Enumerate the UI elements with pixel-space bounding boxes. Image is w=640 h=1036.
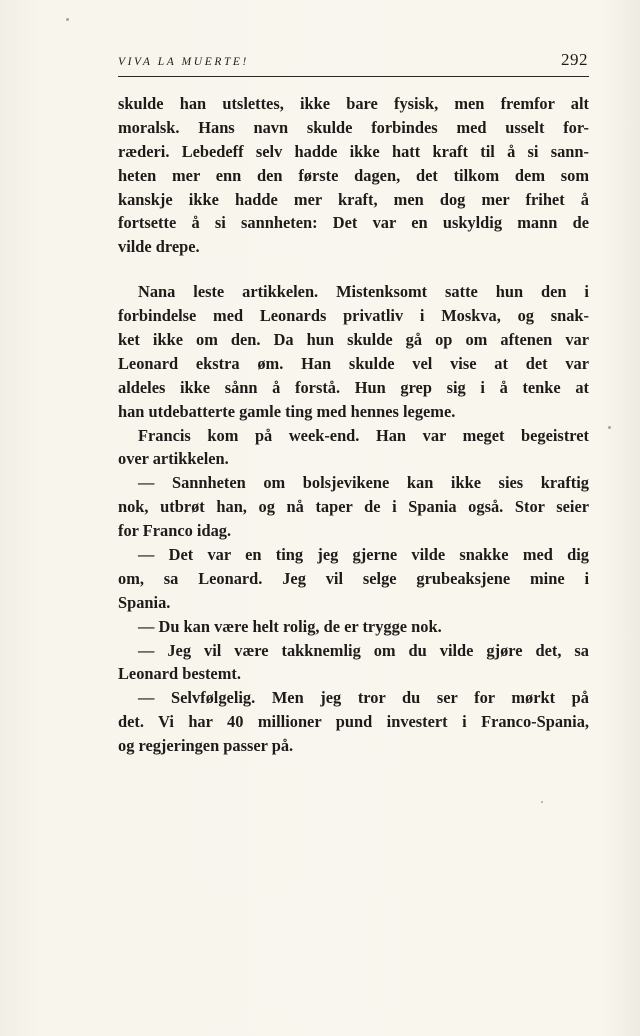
text-line: — Sannheten om bolsjevikene kan ikke sies kraftig: [138, 473, 589, 493]
paragraph: [118, 471, 589, 543]
paragraph-gap: [118, 259, 589, 280]
running-head: [118, 50, 588, 76]
text-line: Francis kom på week-end. Han var meget begeistret: [138, 425, 589, 445]
body-text: [118, 92, 589, 758]
paragraph: [118, 543, 589, 615]
text-line: — Jeg vil være takknemlig om du vilde gjøre det, sa: [138, 640, 589, 660]
text-line: fortsette å si sannheten: Det var en uskyldig mann de: [118, 213, 589, 233]
text-line: vilde drepe.: [118, 237, 200, 257]
paragraph: [118, 280, 589, 423]
text-line: forbindelse med Leonards privatliv i Moskva, og snak-: [118, 306, 589, 326]
paper-speck: [541, 801, 543, 803]
text-line: — Du kan være helt rolig, de er trygge nok.: [138, 616, 442, 636]
text-line: kanskje ikke hadde mer kraft, men dog mer frihet å: [118, 189, 589, 209]
text-line: Leonard bestemt.: [118, 664, 241, 684]
text-line: heten mer enn den første dagen, det tilkom dem som: [118, 165, 589, 185]
text-line: og regjeringen passer på.: [118, 736, 294, 756]
running-title: VIVA LA MUERTE!: [118, 56, 249, 68]
text-line: det. Vi har 40 millioner pund investert i Franco-Spania,: [118, 712, 589, 732]
paragraph: [118, 615, 589, 639]
text-line: ræderi. Lebedeff selv hadde ikke hatt kraft til å si sann-: [118, 141, 589, 161]
text-line: Leonard ekstra øm. Han skulde vel vise at det var: [118, 353, 589, 373]
text-line: — Selvfølgelig. Men jeg tror du ser for mørkt på: [138, 688, 589, 708]
paragraph: [118, 424, 589, 472]
text-line: over artikkelen.: [118, 449, 229, 469]
text-line: for Franco idag.: [118, 521, 232, 541]
paper-speck: [608, 426, 611, 429]
text-line: om, sa Leonard. Jeg vil selge grubeaksjene mine i: [118, 568, 589, 588]
text-line: ket ikke om den. Da hun skulde gå op om aftenen var: [118, 330, 589, 350]
paragraph: [118, 92, 589, 259]
paragraph: [118, 686, 589, 758]
paper-speck: [66, 18, 69, 21]
text-line: — Det var en ting jeg gjerne vilde snakke med dig: [138, 545, 589, 565]
text-line: skulde han utslettes, ikke bare fysisk, men fremfor alt: [118, 94, 589, 113]
header-rule: [118, 76, 589, 77]
text-line: Spania.: [118, 592, 171, 612]
text-line: Nana leste artikkelen. Mistenksomt satte hun den i: [138, 282, 589, 302]
page-number: 292: [561, 50, 588, 69]
text-line: nok, utbrøt han, og nå taper de i Spania også. Stor seier: [118, 497, 589, 517]
paragraph: [118, 639, 589, 687]
text-line: aldeles ikke sånn å forstå. Hun grep sig i å tenke at: [118, 377, 589, 397]
text-line: han utdebatterte gamle ting med hennes legeme.: [118, 401, 456, 421]
text-line: moralsk. Hans navn skulde forbindes med usselt for-: [118, 117, 589, 137]
